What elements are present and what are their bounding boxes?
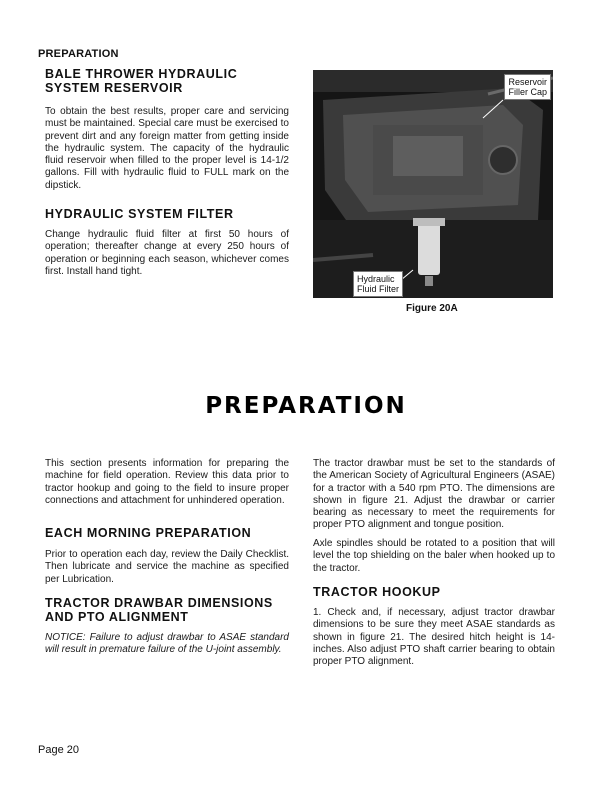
callout-reservoir-filler-cap: Reservoir Filler Cap bbox=[504, 74, 551, 100]
section-label: PREPARATION bbox=[38, 48, 119, 60]
axle-paragraph: Axle spindles should be rotated to a position that will level the top shielding on the baler when hooked up to the tractor. bbox=[313, 538, 555, 574]
intro-paragraph: This section presents information for preparing the machine for field operation. Review this data prior to tractor hookup and going to the field to insure proper connections and attachment for unhindered operation. bbox=[45, 458, 289, 506]
hookup-paragraph: 1. Check and, if necessary, adjust tractor drawbar dimensions to be sure they meet ASAE standards as shown in figure 21. The desired hitch height is 14-inches. Also adjust PTO shaft carrier bearing to obtain proper PTO alignment. bbox=[313, 607, 555, 668]
figure-caption: Figure 20A bbox=[406, 303, 458, 314]
machine-photo-illustration bbox=[313, 70, 553, 298]
hydraulic-photo bbox=[313, 70, 553, 298]
filter-heading: HYDRAULIC SYSTEM FILTER bbox=[45, 207, 234, 221]
hookup-heading: TRACTOR HOOKUP bbox=[313, 585, 441, 599]
page-number: Page 20 bbox=[38, 744, 79, 756]
callout-hydraulic-fluid-filter: Hydraulic Fluid Filter bbox=[353, 271, 403, 297]
reservoir-heading: BALE THROWER HYDRAULIC SYSTEM RESERVOIR bbox=[45, 67, 238, 95]
page-title: PREPARATION bbox=[205, 393, 407, 419]
drawbar-paragraph: The tractor drawbar must be set to the standards of the American Society of Agricultural Engineers (ASAE) for a tractor with a 540 rpm PTO. The dimensions are shown in figure 21. Adjust the drawbar or carrier bearing as necessary to meet the requirements for proper PTO alignment and tongue position. bbox=[313, 458, 555, 531]
reservoir-paragraph: To obtain the best results, proper care and servicing must be maintained. Special care must be exercised to prevent dirt and any foreign matter from getting inside the hydraulic system. The capacity of the hydraulic fluid reservoir when filled to the proper level is 14-1/2 gallons. Fill with hydraulic fluid to FULL mark on the dipstick. bbox=[45, 106, 289, 191]
morning-heading: EACH MORNING PREPARATION bbox=[45, 526, 252, 540]
morning-paragraph: Prior to operation each day, review the Daily Checklist. Then lubricate and service the machine as specified per Lubrication. bbox=[45, 549, 289, 585]
notice-paragraph: NOTICE: Failure to adjust drawbar to ASAE standard will result in premature failure of the U-joint assembly. bbox=[45, 632, 289, 656]
filter-paragraph: Change hydraulic fluid filter at first 50 hours of operation; thereafter change at every 250 hours of operation or beginning each season, whichever comes first. Install hand tight. bbox=[45, 229, 289, 277]
drawbar-heading: TRACTOR DRAWBAR DIMENSIONS AND PTO ALIGNMENT bbox=[45, 596, 273, 624]
